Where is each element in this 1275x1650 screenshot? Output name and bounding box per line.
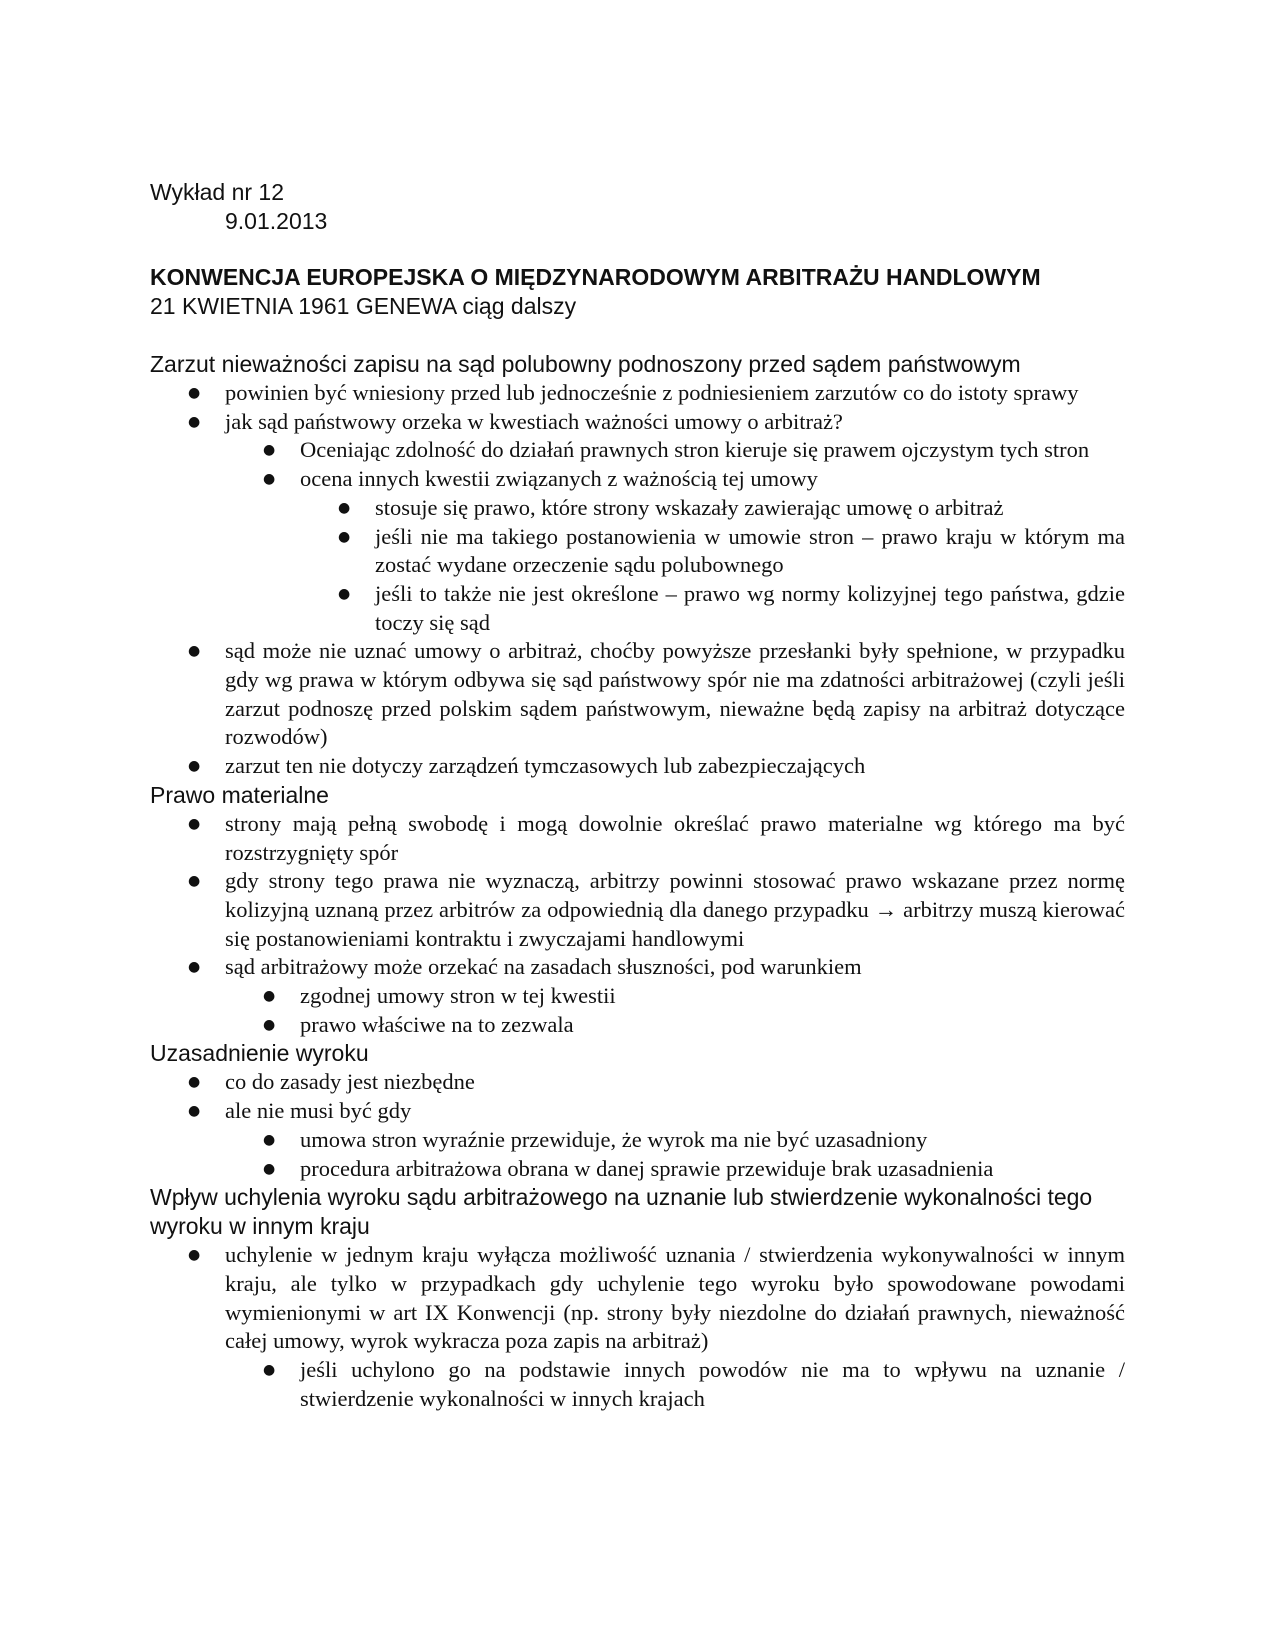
lecture-number: Wykład nr 12 — [150, 179, 285, 205]
list-item: ● uchylenie w jednym kraju wyłącza możliwość uznania / stwierdzenia wykonywalności w innym kraju, ale tylko w przypadkach gdy uchylenie tego wyroku było spowodowane powodami wymienionymi w art IX Konwencji (np. strony były niezdolne do działań prawnych, nieważność całej umowy, wyrok wykracza poza zapis na arbitraż) — [188, 1242, 1125, 1354]
section-heading-uzasadnienie: Uzasadnienie wyroku — [150, 1040, 369, 1067]
section-heading-wplyw-uchylenia: Wpływ uchylenia wyroku sądu arbitrażowego na uznanie lub stwierdzenie wykonalności tego wyroku w innym kraju — [150, 1184, 1093, 1240]
bullet-icon: ● — [188, 873, 201, 890]
list-item: ● jak sąd państwowy orzeka w kwestiach ważności umowy o arbitraż? — [150, 408, 1125, 437]
bullet-icon: ● — [338, 499, 351, 516]
list-item: ● ocena innych kwestii związanych z ważnością tej umowy — [150, 465, 1125, 494]
document-title: KONWENCJA EUROPEJSKA O MIĘDZYNARODOWYM ARBITRAŻU HANDLOWYM — [150, 264, 1041, 290]
list-item: ● jeśli to także nie jest określone – prawo wg normy kolizyjnej tego państwa, gdzie toczy się sąd — [338, 580, 1125, 635]
bullet-icon: ● — [188, 959, 201, 976]
list-item: ● powinien być wniesiony przed lub jednocześnie z podniesieniem zarzutów co do istoty sprawy — [150, 379, 1125, 408]
list-item: ● gdy strony tego prawa nie wyznaczą, arbitrzy powinni stosować prawo wskazane przez normę kolizyjną uznaną przez arbitrów za odpowiednią dla danego przypadku → arbitrzy muszą kierować się postanowieniami kontraktu i zwyczajami handlowymi — [188, 868, 1125, 951]
bullet-icon: ● — [188, 1074, 201, 1091]
bullet-icon: ● — [263, 442, 276, 459]
section-heading-prawo-materialne: Prawo materialne — [150, 781, 329, 808]
list-item: ● procedura arbitrażowa obrana w danej sprawie przewiduje brak uzasadnienia — [150, 1155, 1125, 1184]
bullet-icon: ● — [263, 1160, 276, 1177]
bullet-icon: ● — [188, 758, 201, 775]
bullet-icon: ● — [188, 643, 201, 660]
bullet-icon: ● — [188, 1103, 201, 1120]
list-item: ● strony mają pełną swobodę i mogą dowolnie określać prawo materialne wg którego ma być rozstrzygnięty spór — [188, 810, 1125, 865]
bullet-icon: ● — [263, 471, 276, 488]
section-heading-zarzut: Zarzut nieważności zapisu na sąd polubowny podnoszony przed sądem państwowym — [150, 351, 1021, 377]
list-item: ● Oceniając zdolność do działań prawnych stron kieruje się prawem ojczystym tych stron — [150, 436, 1125, 465]
document-subtitle: 21 KWIETNIA 1961 GENEWA ciąg dalszy — [150, 293, 577, 319]
list-item: ● jeśli uchylono go na podstawie innych powodów nie ma to wpływu na uznanie / stwierdzenie wykonalności w innych krajach — [263, 1357, 1125, 1411]
list-item: ● prawo właściwe na to zezwala — [150, 1011, 1125, 1040]
list-item: ● sąd arbitrażowy może orzekać na zasadach słuszności, pod warunkiem — [150, 953, 1125, 982]
bullet-icon: ● — [263, 1016, 276, 1033]
bullet-icon: ● — [338, 585, 351, 602]
section-list-prawo-materialne — [150, 810, 1125, 1040]
list-item: ● co do zasady jest niezbędne — [150, 1068, 1125, 1097]
bullet-icon: ● — [188, 1247, 201, 1264]
bullet-icon: ● — [263, 988, 276, 1005]
section-list-wplyw-uchylenia — [150, 1241, 1125, 1413]
lecture-date: 9.01.2013 — [225, 208, 328, 234]
list-item: ● ale nie musi być gdy — [150, 1097, 1125, 1126]
section-list-uzasadnienie — [150, 1068, 1125, 1183]
bullet-icon: ● — [188, 385, 201, 401]
document-page — [150, 178, 1125, 1414]
bullet-icon: ● — [188, 815, 201, 832]
bullet-icon: ● — [263, 1362, 276, 1379]
list-item: ● zarzut ten nie dotyczy zarządzeń tymczasowych lub zabezpieczających — [150, 752, 1125, 781]
bullet-icon: ● — [263, 1131, 276, 1148]
list-item: ● umowa stron wyraźnie przewiduje, że wyrok ma nie być uzasadniony — [150, 1126, 1125, 1155]
bullet-icon: ● — [188, 413, 201, 430]
list-item: ● stosuje się prawo, które strony wskazały zawierając umowę o arbitraż — [150, 494, 1125, 523]
list-item: ● jeśli nie ma takiego postanowienia w umowie stron – prawo kraju w którym ma zostać wydane orzeczenie sądu polubownego — [338, 523, 1125, 578]
list-item: ● zgodnej umowy stron w tej kwestii — [150, 982, 1125, 1011]
bullet-icon: ● — [338, 528, 351, 545]
list-item: ● sąd może nie uznać umowy o arbitraż, choćby powyższe przesłanki były spełnione, w przypadku gdy wg prawa w którym odbywa się sąd państwowy spór nie ma zdatności arbitrażowej (czyli jeśli zarzut podnoszę przed polskim sądem państwowym, nieważne będą zapisy na arbitraż dotyczące rozwodów) — [188, 638, 1125, 750]
section-list-zarzut — [150, 379, 1125, 781]
